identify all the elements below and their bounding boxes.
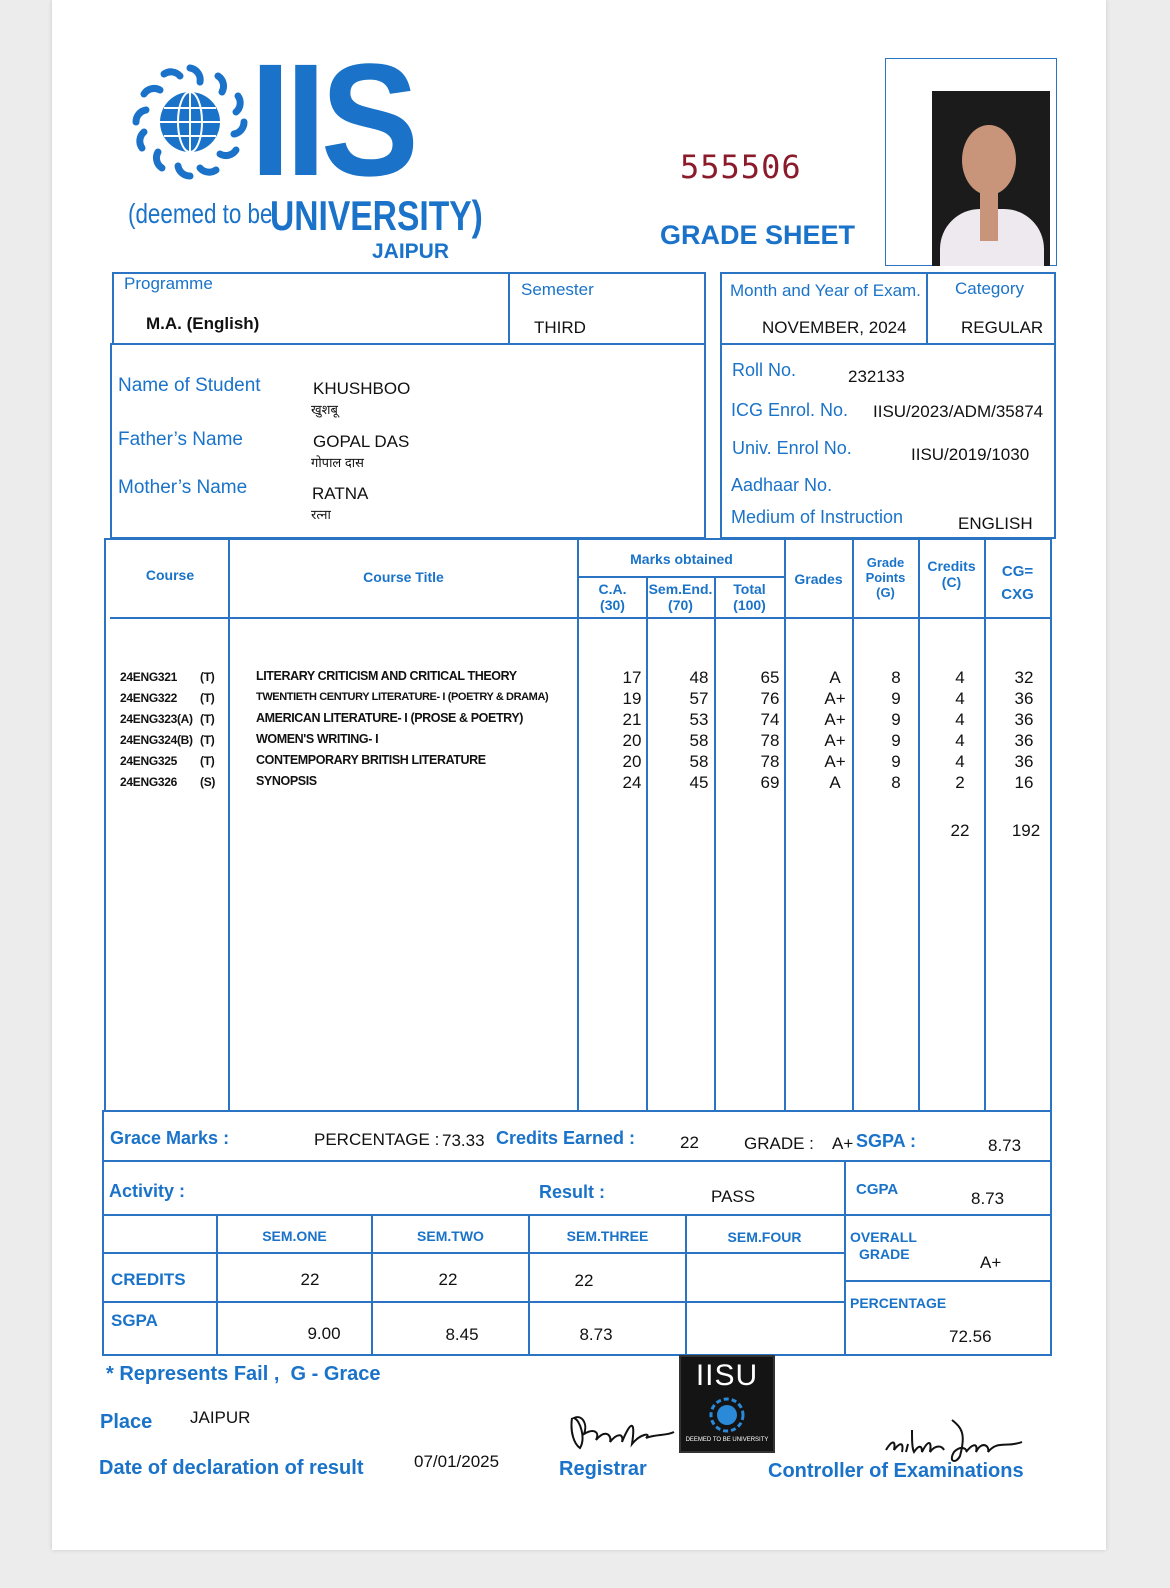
- row-grade: A: [829, 773, 841, 792]
- row-credits: 4: [955, 752, 965, 771]
- row-course-code: 24ENG323(A): [120, 712, 193, 726]
- col-grade-points: Grade Points (G): [865, 555, 906, 600]
- row-grade: A: [829, 668, 841, 687]
- programme-label: Programme: [124, 274, 213, 293]
- col-credits: Credits (C): [927, 558, 976, 590]
- sem-one-header: SEM.ONE: [262, 1228, 327, 1244]
- university-seal: IISU DEEMED TO BE UNIVERSITY: [679, 1355, 775, 1453]
- row-cg: 36: [1014, 689, 1034, 708]
- row-ca: 21: [622, 710, 642, 729]
- row-sem-end: 45: [689, 773, 709, 792]
- cgpa-value: 8.73: [971, 1189, 1005, 1208]
- icg-label: ICG Enrol. No.: [731, 400, 849, 420]
- sgpa-value: 8.73: [988, 1136, 1022, 1155]
- sem-one-sgpa: 9.00: [307, 1324, 341, 1343]
- cgpa-label: CGPA: [856, 1181, 899, 1198]
- logo-university: UNIVERSITY): [270, 192, 483, 239]
- row-cg: 32: [1014, 668, 1034, 687]
- row-course-code: 24ENG325: [120, 754, 177, 768]
- row-ca: 20: [622, 752, 642, 771]
- credits-earned-label: Credits Earned :: [496, 1128, 636, 1148]
- row-ca: 17: [622, 668, 642, 687]
- serial-number: 555506: [680, 148, 802, 186]
- roll-label: Roll No.: [732, 360, 797, 380]
- row-ca: 20: [622, 731, 642, 750]
- percentage-label: PERCENTAGE :: [314, 1130, 440, 1149]
- row-total: 76: [760, 689, 780, 708]
- sem-one-credits: 22: [300, 1270, 320, 1289]
- percentage-value: 73.33: [442, 1131, 485, 1150]
- col-marks-obtained: Marks obtained: [630, 551, 733, 567]
- row-course-title: SYNOPSIS: [256, 774, 317, 788]
- row-course-type: (T): [200, 733, 215, 747]
- row-grade-points: 9: [891, 710, 901, 729]
- row-ca: 24: [622, 773, 642, 792]
- row-course-code: 24ENG324(B): [120, 733, 193, 747]
- row-course-title: AMERICAN LITERATURE- I (PROSE & POETRY): [256, 711, 524, 725]
- father-label: Father’s Name: [118, 429, 243, 450]
- row-cg: 36: [1014, 731, 1034, 750]
- row-course-type: (S): [200, 775, 216, 789]
- col-sem-end: Sem.End. (70): [648, 581, 713, 613]
- mother-label: Mother’s Name: [118, 477, 248, 498]
- col-grades: Grades: [794, 571, 843, 587]
- sem-two-sgpa: 8.45: [445, 1325, 479, 1344]
- row-grade: A+: [824, 752, 846, 771]
- col-total: Total (100): [733, 581, 766, 613]
- credits-row-label: CREDITS: [111, 1270, 186, 1289]
- sgpa-label: SGPA :: [856, 1131, 917, 1151]
- row-cg: 36: [1014, 710, 1034, 729]
- seal-globe-icon: [707, 1397, 747, 1433]
- semester-label: Semester: [521, 280, 594, 299]
- row-sem-end: 53: [689, 710, 709, 729]
- row-total: 78: [760, 752, 780, 771]
- icg-value: IISU/2023/ADM/35874: [873, 402, 1044, 421]
- grace-marks-label: Grace Marks :: [110, 1128, 230, 1148]
- total-cg: 192: [1011, 821, 1041, 840]
- row-course-type: (T): [200, 670, 215, 684]
- univ-enrol-value: IISU/2019/1030: [911, 445, 1030, 464]
- row-total: 65: [760, 668, 780, 687]
- univ-enrol-label: Univ. Enrol No.: [732, 438, 852, 458]
- month-year-label: Month and Year of Exam.: [730, 281, 921, 300]
- row-course-code: 24ENG326: [120, 775, 177, 789]
- row-total: 69: [760, 773, 780, 792]
- programme-value: M.A. (English): [146, 314, 260, 333]
- activity-label: Activity :: [109, 1181, 186, 1201]
- name-hindi: खुशबू: [311, 402, 338, 417]
- category-label: Category: [955, 279, 1024, 298]
- university-logo: [126, 30, 483, 268]
- student-photo: [932, 91, 1050, 266]
- row-sem-end: 48: [689, 668, 709, 687]
- globe-emblem-icon: [128, 60, 252, 184]
- mother-value: RATNA: [312, 484, 369, 503]
- row-sem-end: 58: [689, 752, 709, 771]
- photo-frame: [885, 58, 1057, 266]
- row-credits: 4: [955, 710, 965, 729]
- row-credits: 2: [955, 773, 965, 792]
- grade-sheet: [52, 0, 1106, 1550]
- row-grade: A+: [824, 689, 846, 708]
- place-value: JAIPUR: [190, 1408, 251, 1427]
- result-value: PASS: [711, 1187, 756, 1206]
- father-value: GOPAL DAS: [313, 432, 410, 451]
- sem-three-header: SEM.THREE: [566, 1228, 649, 1244]
- row-course-title: CONTEMPORARY BRITISH LITERATURE: [256, 753, 486, 767]
- month-year-value: NOVEMBER, 2024: [762, 318, 907, 337]
- row-course-title: LITERARY CRITICISM AND CRITICAL THEORY: [256, 669, 517, 683]
- medium-label: Medium of Instruction: [731, 507, 904, 527]
- name-value: KHUSHBOO: [313, 379, 411, 398]
- sgpa-row-label: SGPA: [111, 1311, 158, 1330]
- medium-value: ENGLISH: [958, 514, 1033, 533]
- row-credits: 4: [955, 689, 965, 708]
- overall-grade-label: OVERALL GRADE: [850, 1229, 917, 1262]
- col-cg: CG= CXG: [1001, 563, 1034, 603]
- row-cg: 36: [1014, 752, 1034, 771]
- name-label: Name of Student: [118, 375, 261, 396]
- row-course-title: TWENTIETH CENTURY LITERATURE- I (POETRY & DRAMA): [256, 691, 549, 703]
- registrar-signature: [566, 1408, 678, 1454]
- row-grade-points: 8: [891, 773, 901, 792]
- row-ca: 19: [622, 689, 642, 708]
- sem-three-sgpa: 8.73: [579, 1325, 613, 1344]
- row-grade: A+: [824, 710, 846, 729]
- mother-hindi: रत्ना: [311, 507, 331, 522]
- grade-label: GRADE :: [744, 1134, 814, 1153]
- roll-value: 232133: [848, 367, 905, 386]
- sem-four-header: SEM.FOUR: [727, 1229, 802, 1245]
- col-course-title: Course Title: [363, 569, 444, 585]
- aadhaar-label: Aadhaar No.: [731, 475, 833, 495]
- legend-note: * Represents Fail , G - Grace: [106, 1363, 381, 1385]
- col-course: Course: [145, 567, 195, 583]
- row-course-type: (T): [200, 712, 215, 726]
- result-label: Result :: [539, 1182, 606, 1202]
- overall-percentage-value: 72.56: [949, 1327, 992, 1346]
- sem-two-header: SEM.TWO: [417, 1228, 484, 1244]
- sheet-title: GRADE SHEET: [660, 220, 856, 250]
- row-course-type: (T): [200, 754, 215, 768]
- row-credits: 4: [955, 668, 965, 687]
- overall-grade-value: A+: [980, 1253, 1002, 1272]
- row-total: 78: [760, 731, 780, 750]
- row-course-code: 24ENG321: [120, 670, 177, 684]
- registrar-label: Registrar: [559, 1458, 647, 1480]
- row-grade-points: 8: [891, 668, 901, 687]
- row-credits: 4: [955, 731, 965, 750]
- row-sem-end: 57: [689, 689, 709, 708]
- row-total: 74: [760, 710, 780, 729]
- place-label: Place: [100, 1411, 153, 1433]
- col-ca: C.A. (30): [598, 581, 627, 613]
- total-credits: 22: [950, 821, 970, 840]
- sem-two-credits: 22: [438, 1270, 458, 1289]
- row-grade: A+: [824, 731, 846, 750]
- logo-city: JAIPUR: [372, 240, 450, 263]
- grade-value: A+: [832, 1134, 854, 1153]
- row-cg: 16: [1014, 773, 1034, 792]
- overall-percentage-label: PERCENTAGE: [850, 1295, 947, 1311]
- date-value: 07/01/2025: [414, 1452, 500, 1471]
- logo-deemed: (deemed to be: [128, 198, 273, 229]
- row-course-type: (T): [200, 691, 215, 705]
- logo-letters: IIS: [250, 30, 414, 209]
- row-grade-points: 9: [891, 752, 901, 771]
- row-course-code: 24ENG322: [120, 691, 177, 705]
- date-label: Date of declaration of result: [99, 1457, 364, 1479]
- father-hindi: गोपाल दास: [311, 455, 364, 470]
- controller-label: Controller of Examinations: [768, 1460, 1024, 1482]
- row-course-title: WOMEN'S WRITING- I: [256, 732, 379, 746]
- row-grade-points: 9: [891, 731, 901, 750]
- row-grade-points: 9: [891, 689, 901, 708]
- controller-signature: [882, 1410, 1032, 1466]
- row-sem-end: 58: [689, 731, 709, 750]
- category-value: REGULAR: [961, 318, 1044, 337]
- credits-earned-value: 22: [680, 1133, 699, 1152]
- semester-value: THIRD: [534, 318, 586, 337]
- sem-three-credits: 22: [574, 1271, 594, 1290]
